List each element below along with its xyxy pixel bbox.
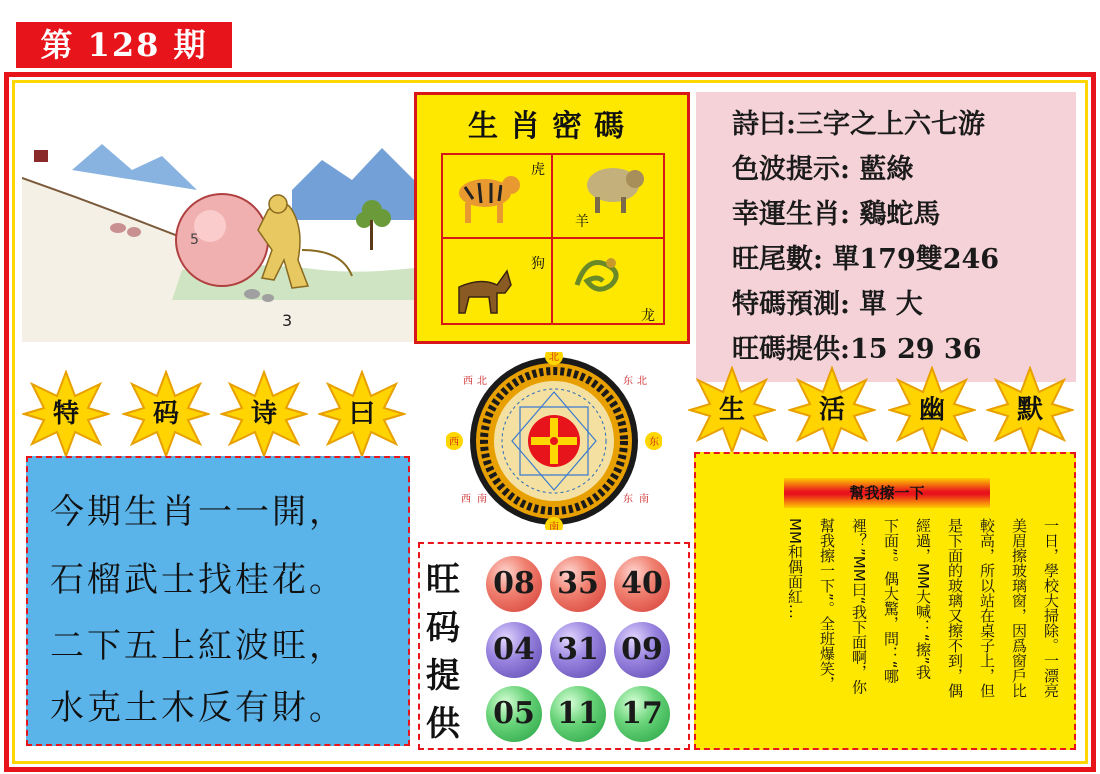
story-column: 經過，MM大喊：“擦”我	[914, 518, 932, 680]
number-ball: 35	[550, 556, 606, 612]
compass-label: 东	[649, 437, 659, 448]
compass-label: 北	[637, 376, 647, 387]
story-column: 下面”。偶大驚，問：“哪	[882, 518, 900, 684]
star-badge-2	[122, 370, 210, 458]
monkey-ball-illustration	[22, 100, 414, 342]
dragon-icon	[567, 245, 631, 305]
zodiac-cell-dog	[443, 239, 553, 323]
compass-label: 东	[623, 376, 633, 387]
star-label: 幽	[918, 395, 945, 425]
numbers-label-char: 旺	[426, 560, 460, 600]
star-label: 默	[1016, 395, 1043, 425]
compass-label: 南	[639, 494, 649, 505]
star-label: 生	[718, 395, 745, 425]
compass-label: 东	[623, 494, 633, 505]
number-ball: 31	[550, 622, 606, 678]
star-label: 活	[818, 395, 845, 425]
joke-story-panel	[694, 452, 1076, 750]
svg-text:5: 5	[190, 232, 199, 248]
story-column: 幫我擦一下”。全班爆笑，	[818, 518, 836, 691]
dog-icon	[451, 263, 515, 319]
info-special-prediction: 特碼預測: 單 大	[732, 289, 923, 320]
star-badge-4	[318, 370, 406, 458]
info-poem-hint: 詩曰:三字之上六七游	[732, 109, 985, 140]
info-panel	[696, 92, 1076, 382]
story-column: 是下面的玻璃又擦不到，偶	[946, 518, 964, 698]
star-badge-5	[688, 366, 776, 454]
zodiac-label-dog: 狗	[531, 256, 545, 272]
poem-line-3: 二下五上紅波旺，	[50, 626, 346, 666]
zodiac-code-title: 生肖密碼	[468, 109, 636, 144]
number-ball: 04	[486, 622, 542, 678]
zodiac-label-dragon: 龙	[641, 308, 655, 324]
info-lucky-zodiac: 幸運生肖: 鷄蛇馬	[732, 199, 941, 230]
zodiac-cell-tiger	[443, 155, 553, 239]
poem-line-1: 今期生肖一一開，	[50, 492, 346, 532]
number-ball: 05	[486, 686, 542, 742]
feng-shui-compass	[446, 352, 662, 530]
zodiac-cell-dragon	[553, 239, 663, 323]
zodiac-cell-sheep	[553, 155, 663, 239]
story-column: 一日，學校大掃除。一漂亮	[1042, 518, 1060, 698]
star-badge-6	[788, 366, 876, 454]
compass-label: 西	[461, 494, 471, 505]
number-ball: 40	[614, 556, 670, 612]
poem-panel	[26, 456, 410, 746]
story-column: 美眉擦玻璃窗，因爲窗戶比	[1010, 518, 1028, 698]
star-badge-1	[22, 370, 110, 458]
compass-label: 北	[477, 376, 487, 387]
compass-label: 西	[463, 376, 473, 387]
sheep-icon	[577, 159, 647, 215]
compass-label: 西	[449, 437, 459, 448]
tiger-icon	[451, 163, 521, 229]
info-lucky-tails: 旺尾數: 單179雙246	[732, 244, 1000, 275]
zodiac-code-panel	[414, 92, 690, 344]
zodiac-label-tiger: 虎	[531, 162, 545, 178]
story-column: 裡？”MM曰“我下面啊，你	[850, 518, 868, 695]
numbers-label-char: 提	[426, 656, 460, 696]
story-column: 較高，所以站在桌子上，但	[978, 518, 996, 698]
svg-text:3: 3	[282, 311, 293, 330]
story-column: MM和偶面紅…	[786, 518, 804, 619]
numbers-label-char: 供	[426, 704, 460, 744]
hot-numbers-panel	[418, 542, 690, 750]
star-label: 码	[152, 399, 179, 429]
info-hot-numbers: 旺碼提供:15 29 36	[732, 334, 982, 365]
number-ball: 17	[614, 686, 670, 742]
star-badge-8	[986, 366, 1074, 454]
star-badge-3	[220, 370, 308, 458]
number-ball: 08	[486, 556, 542, 612]
issue-number-banner: 第 128 期	[16, 22, 232, 68]
poem-line-2: 石榴武士找桂花。	[50, 560, 346, 600]
star-label: 曰	[348, 399, 375, 429]
poem-line-4: 水克土木反有財。	[50, 688, 346, 728]
compass-label: 北	[549, 352, 559, 363]
number-ball: 09	[614, 622, 670, 678]
star-badge-7	[888, 366, 976, 454]
number-ball: 11	[550, 686, 606, 742]
compass-label: 南	[549, 522, 559, 530]
info-color-wave: 色波提示: 藍綠	[732, 154, 914, 185]
zodiac-grid	[441, 153, 665, 325]
star-label: 诗	[250, 399, 277, 429]
compass-label: 南	[477, 494, 487, 505]
numbers-label-char: 码	[426, 608, 460, 648]
story-title: 幫我擦一下	[784, 478, 990, 508]
star-label: 特	[52, 399, 79, 429]
zodiac-label-sheep: 羊	[575, 214, 589, 230]
